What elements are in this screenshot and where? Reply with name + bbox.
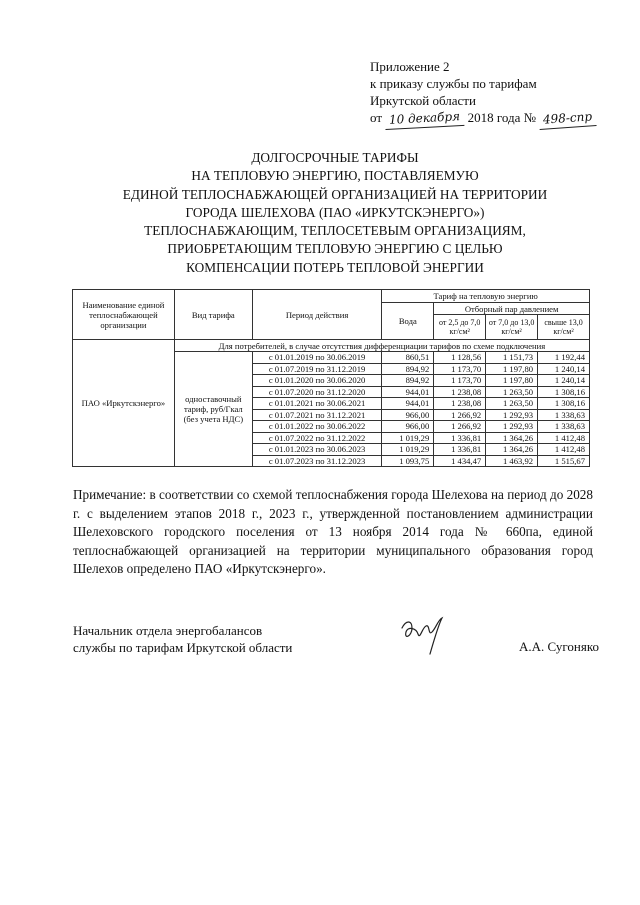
pressure-3-cell: 1 308,16 [538,398,590,410]
title-line: ТЕПЛОСНАБЖАЮЩИМ, ТЕПЛОСЕТЕВЫМ ОРГАНИЗАЦИЯМ, [144,223,526,239]
title-line: ДОЛГОСРОЧНЫЕ ТАРИФЫ [251,150,419,165]
period-cell: с 01.01.2021 по 30.06.2021 [252,398,382,410]
header-pressure-2: от 7,0 до 13,0 кг/см² [486,315,538,340]
pressure-3-cell: 1 412,48 [538,432,590,444]
pressure-2-cell: 1 364,26 [486,432,538,444]
signatory-position [73,622,292,656]
pressure-3-cell: 1 412,48 [538,444,590,456]
period-cell: с 01.07.2020 по 31.12.2020 [252,386,382,398]
period-cell: с 01.07.2022 по 31.12.2022 [252,432,382,444]
period-cell: с 01.07.2019 по 31.12.2019 [252,363,382,375]
water-cell: 1 019,29 [382,432,434,444]
pressure-1-cell: 1 336,81 [434,432,486,444]
title-line: НА ТЕПЛОВУЮ ЭНЕРГИЮ, ПОСТАВЛЯЕМУЮ [191,168,479,184]
pressure-3-cell: 1 515,67 [538,455,590,467]
water-cell: 944,01 [382,398,434,410]
header-water: Вода [382,303,434,340]
header-period: Период действия [252,290,382,340]
pressure-1-cell: 1 128,56 [434,352,486,364]
pressure-1-cell: 1 434,47 [434,455,486,467]
pressure-2-cell: 1 263,50 [486,386,538,398]
pressure-2-cell: 1 364,26 [486,444,538,456]
period-cell: с 01.01.2022 по 30.06.2022 [252,421,382,433]
handwritten-date: 10 декабря [385,108,465,130]
pressure-2-cell: 1 292,93 [486,409,538,421]
header-pressure-3: свыше 13,0 кг/см² [538,315,590,340]
appendix-line-1: Приложение 2 [370,59,450,74]
water-cell: 894,92 [382,363,434,375]
appendix-line-2: к приказу службы по тарифам [370,76,537,91]
water-cell: 1 019,29 [382,444,434,456]
pressure-3-cell: 1 338,63 [538,409,590,421]
consumers-row: Для потребителей, в случае отсутствия дифференциации тарифов по схеме подключения [174,340,589,352]
title-line: КОМПЕНСАЦИИ ПОТЕРЬ ТЕПЛОВОЙ ЭНЕРГИИ [186,259,484,275]
water-cell: 966,00 [382,421,434,433]
tariff-table [72,289,590,467]
period-cell: с 01.07.2021 по 31.12.2021 [252,409,382,421]
pressure-3-cell: 1 338,63 [538,421,590,433]
pressure-3-cell: 1 308,16 [538,386,590,398]
org-cell: ПАО «Иркутскэнерго» [73,340,175,467]
pressure-2-cell: 1 151,73 [486,352,538,364]
pressure-2-cell: 1 263,50 [486,398,538,410]
period-cell: с 01.01.2019 по 30.06.2019 [252,352,382,364]
position-line-1: Начальник отдела энергобалансов [73,623,263,638]
note-paragraph: Примечание: в соответствии со схемой теплоснабжения города Шелехова на период до 2028 г. с выделением этапов 2018 г., 2023 г., утвержденной постановлением администрации Шелеховского городского поселения от 13 ноября 2014 года № 660па, единой теплоснабжающей организацией на территории муниципального образования город Шелехов определено ПАО «Иркутскэнерго». [73,487,593,576]
pressure-3-cell: 1 240,14 [538,363,590,375]
pressure-1-cell: 1 173,70 [434,363,486,375]
pressure-2-cell: 1 292,93 [486,421,538,433]
header-tariff-type: Вид тарифа [174,290,252,340]
pressure-1-cell: 1 173,70 [434,375,486,387]
document-title [70,149,600,277]
pressure-3-cell: 1 192,44 [538,352,590,364]
appendix-line-3: Иркутской области [370,93,476,108]
header-pressure-1: от 2,5 до 7,0 кг/см² [434,315,486,340]
water-cell: 894,92 [382,375,434,387]
water-cell: 944,01 [382,386,434,398]
pressure-1-cell: 1 238,08 [434,398,486,410]
handwritten-signature [398,614,458,656]
pressure-1-cell: 1 336,81 [434,444,486,456]
header-org: Наименование единой теплоснабжающей организации [73,290,175,340]
pressure-2-cell: 1 197,80 [486,363,538,375]
water-cell: 860,51 [382,352,434,364]
appendix-block [370,58,596,128]
pressure-2-cell: 1 197,80 [486,375,538,387]
period-cell: с 01.07.2023 по 31.12.2023 [252,455,382,467]
period-cell: с 01.01.2023 по 30.06.2023 [252,444,382,456]
title-line: ПРИОБРЕТАЮЩИМ ТЕПЛОВУЮ ЭНЕРГИЮ С ЦЕЛЬЮ [167,241,503,257]
position-line-2: службы по тарифам Иркутской области [73,640,293,655]
water-cell: 1 093,75 [382,455,434,467]
title-line: ГОРОДА ШЕЛЕХОВА (ПАО «ИРКУТСКЭНЕРГО») [185,204,485,220]
water-cell: 966,00 [382,409,434,421]
pressure-1-cell: 1 266,92 [434,421,486,433]
pressure-2-cell: 1 463,92 [486,455,538,467]
pressure-3-cell: 1 240,14 [538,375,590,387]
header-steam: Отборный пар давлением [434,303,590,315]
appendix-date-line [370,109,596,128]
title-line: ЕДИНОЙ ТЕПЛОСНАБЖАЮЩЕЙ ОРГАНИЗАЦИЕЙ НА ТЕРРИТОРИИ [122,186,548,202]
signatory-name: А.А. Сугоняко [519,639,599,654]
header-tariff: Тариф на тепловую энергию [382,290,590,303]
appendix-from: от [370,110,383,125]
handwritten-number: 498-спр [539,108,597,130]
appendix-year: 2018 года № [467,110,536,125]
pressure-1-cell: 1 266,92 [434,409,486,421]
period-cell: с 01.01.2020 по 30.06.2020 [252,375,382,387]
pressure-1-cell: 1 238,08 [434,386,486,398]
tariff-type-cell: одноставочный тариф, руб/Гкал (без учета НДС) [174,352,252,467]
